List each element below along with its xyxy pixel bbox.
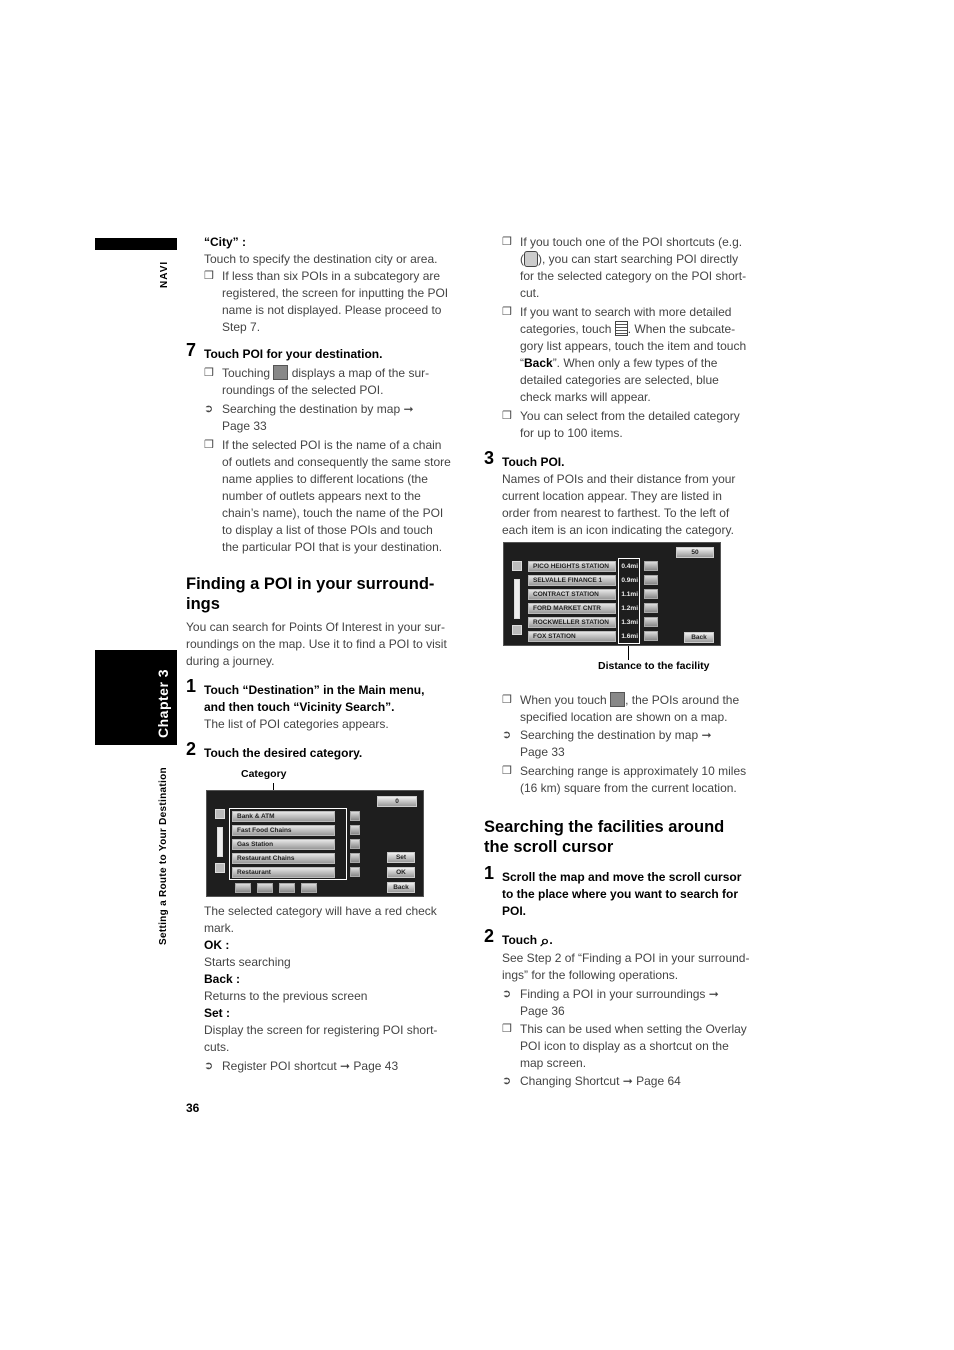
intro-text: You can search for Points Of Interest in your sur- roundings on the map. Use it to find a POI to visit during a journey. xyxy=(186,620,447,668)
scrollbar[interactable] xyxy=(514,579,520,619)
map-icon[interactable] xyxy=(644,575,658,585)
set-button[interactable]: Set xyxy=(387,852,415,863)
arrow-bullet-icon: ➲ xyxy=(204,403,214,415)
changing-ref: ➲ Changing Shortcut ➞ Page 64 xyxy=(502,1074,681,1088)
search-by-map-ref: ➲ Searching the destination by map ➞ Page 33 xyxy=(204,402,414,433)
category-row[interactable]: Bank & ATM xyxy=(232,811,335,822)
distance-value: 1.6mi xyxy=(621,633,638,640)
map-icon[interactable] xyxy=(644,631,658,641)
poi-row[interactable]: PICO HEIGHTS STATION xyxy=(528,561,616,572)
step-b-2: 2 Touch ⌕. xyxy=(484,926,553,950)
page-number: 36 xyxy=(186,1101,200,1115)
list-icon[interactable] xyxy=(350,867,360,877)
heading-finding-poi: Finding a POI in your surround- ings xyxy=(186,575,435,613)
poi-row[interactable]: CONTRACT STATION xyxy=(528,589,616,600)
checkbox-bullet-icon: ❒ xyxy=(502,236,512,248)
checkbox-bullet-icon: ❒ xyxy=(502,410,512,422)
left-column xyxy=(186,234,464,762)
map-icon xyxy=(610,692,625,707)
distance-value: 0.9mi xyxy=(621,577,638,584)
scroll-up-icon[interactable] xyxy=(215,809,225,819)
heading-scroll-cursor: Searching the facilities around the scroll cursor xyxy=(484,818,725,856)
set-desc: Display the screen for registering POI short- cuts. xyxy=(204,1023,438,1054)
step-1: 1 Touch “Destination” in the Main menu, and then touch “Vicinity Search”. xyxy=(186,676,425,714)
step-2: 2 Touch the desired category. xyxy=(186,739,363,760)
shortcut-note: ❒ If you touch one of the POI shortcuts (e.g. ( ), you can start searching POI directly for the selected category on the POI short- cut. xyxy=(502,235,747,300)
scroll-down-icon[interactable] xyxy=(215,863,225,873)
category-row[interactable]: Fast Food Chains xyxy=(232,825,335,836)
city-note: ❒ If less than six POIs in a subcategory are registered, the screen for inputting the POI name is not displayed. Please proceed to Step 7. xyxy=(204,269,449,334)
when-touch-note: ❒ When you touch , the POIs around the specified location are shown on a map. xyxy=(502,693,740,724)
select-100-note: ❒ You can select from the detailed category for up to 100 items. xyxy=(502,409,740,440)
stepB-desc: See Step 2 of “Finding a POI in your surround- ings” for the following operations. xyxy=(502,951,750,982)
map-icon xyxy=(273,365,288,380)
distance-value: 0.4mi xyxy=(621,563,638,570)
checkbox-bullet-icon: ❒ xyxy=(204,367,214,379)
checkbox-bullet-icon: ❒ xyxy=(204,270,214,282)
ok-label: OK : xyxy=(204,938,230,952)
back-button[interactable]: Back xyxy=(684,632,714,643)
distance-callout: Distance to the facility xyxy=(598,660,710,672)
map-icon[interactable] xyxy=(644,603,658,613)
distance-value: 1.2mi xyxy=(621,605,638,612)
search-by-map-ref: ➲ Searching the destination by map ➞ Page 33 xyxy=(502,728,712,759)
shortcut-icon[interactable] xyxy=(301,883,317,893)
distance-value: 1.3mi xyxy=(621,619,638,626)
poi-row[interactable]: FOX STATION xyxy=(528,631,616,642)
back-button[interactable]: Back xyxy=(387,882,415,893)
selected-desc: The selected category will have a red check mark. xyxy=(204,904,437,935)
list-icon[interactable] xyxy=(350,825,360,835)
checkbox-bullet-icon: ❒ xyxy=(502,1023,512,1035)
map-icon[interactable] xyxy=(644,617,658,627)
ok-desc: Starts searching xyxy=(204,955,291,969)
shortcut-icon[interactable] xyxy=(257,883,273,893)
city-label: “City” : xyxy=(204,235,246,249)
count-button[interactable]: 50 xyxy=(676,547,714,558)
checkbox-bullet-icon: ❒ xyxy=(502,306,512,318)
overlay-note: ❒ This can be used when setting the Overlay POI icon to display as a shortcut on the map screen. xyxy=(502,1022,747,1070)
list-icon[interactable] xyxy=(350,853,360,863)
arrow-bullet-icon: ➲ xyxy=(502,1075,512,1087)
map-icon[interactable] xyxy=(644,589,658,599)
navi-tab-bar xyxy=(95,238,177,250)
distance-leader-line xyxy=(628,646,629,660)
category-callout: Category xyxy=(241,768,287,780)
finding-ref: ➲ Finding a POI in your surroundings ➞ Page 36 xyxy=(502,987,719,1018)
step3-desc: Names of POIs and their distance from your current location appear. They are listed in order from nearest to farthest. To the left of each item is an icon indicating the category. xyxy=(502,472,736,537)
list-icon[interactable] xyxy=(350,839,360,849)
category-row[interactable]: Restaurant Chains xyxy=(232,853,335,864)
shortcut-icon[interactable] xyxy=(279,883,295,893)
checkbox-bullet-icon: ❒ xyxy=(502,765,512,777)
step-a-1: 1 Scroll the map and move the scroll cursor to the place where you want to search for POI. xyxy=(484,863,742,918)
count-button[interactable]: 0 xyxy=(377,796,417,807)
navi-label: NAVI xyxy=(159,260,170,288)
poi-row[interactable]: SELVALLE FINANCE 1 xyxy=(528,575,616,586)
right-column xyxy=(484,234,764,539)
distance-value: 1.1mi xyxy=(621,591,638,598)
chain-note: ❒ If the selected POI is the name of a chain of outlets and consequently the same store name applies to different locations (the number of outlets appears next to the chain’s name), touch the name of the POI to display a list of those POIs and touch the particular POI that is your destination. xyxy=(204,438,451,554)
map-icon[interactable] xyxy=(644,561,658,571)
checkbox-bullet-icon: ❒ xyxy=(502,694,512,706)
detailed-note: ❒ If you want to search with more detailed categories, touch . When the subcate- gory list appears, touch the item and touch “Back”. When only a few types of the detailed categories are selected, blue check marks will appear. xyxy=(502,305,747,404)
checkbox-bullet-icon: ❒ xyxy=(204,439,214,451)
right-lower xyxy=(484,692,764,1090)
arrow-bullet-icon: ➲ xyxy=(502,988,512,1000)
poi-list-screen xyxy=(503,542,721,646)
arrow-bullet-icon: ➲ xyxy=(502,729,512,741)
category-list-screen xyxy=(206,790,424,897)
category-row[interactable]: Gas Station xyxy=(232,839,335,850)
register-ref: ➲ Register POI shortcut ➞ Page 43 xyxy=(204,1059,399,1073)
list-icon[interactable] xyxy=(350,811,360,821)
step1-desc: The list of POI categories appears. xyxy=(204,717,389,731)
range-note: ❒ Searching range is approximately 10 miles (16 km) square from the current location. xyxy=(502,764,747,795)
arrow-bullet-icon: ➲ xyxy=(204,1060,214,1072)
touching-note: ❒ Touching displays a map of the sur- roundings of the selected POI. xyxy=(204,366,430,397)
chapter-tab: Chapter 3 xyxy=(95,650,177,745)
binoculars-icon: ⌕ xyxy=(540,933,550,950)
list-icon xyxy=(615,321,628,336)
step-7: 7 Touch POI for your destination. xyxy=(186,340,383,361)
step-3: 3 Touch POI. xyxy=(484,448,565,469)
poi-shortcut-icon xyxy=(524,251,538,267)
ok-button[interactable]: OK xyxy=(387,867,415,878)
back-label: Back : xyxy=(204,972,241,986)
scrollbar[interactable] xyxy=(217,827,223,857)
left-lower xyxy=(186,903,464,1075)
set-label: Set : xyxy=(204,1006,231,1020)
scroll-down-icon[interactable] xyxy=(512,625,522,635)
city-desc: Touch to specify the destination city or area. xyxy=(204,252,438,266)
poi-row[interactable]: ROCKWELLER STATION xyxy=(528,617,616,628)
back-desc: Returns to the previous screen xyxy=(204,989,368,1003)
scroll-up-icon[interactable] xyxy=(512,561,522,571)
poi-row[interactable]: FORD MARKET CNTR xyxy=(528,603,616,614)
category-row[interactable]: Restaurant xyxy=(232,867,335,878)
shortcut-icon[interactable] xyxy=(235,883,251,893)
